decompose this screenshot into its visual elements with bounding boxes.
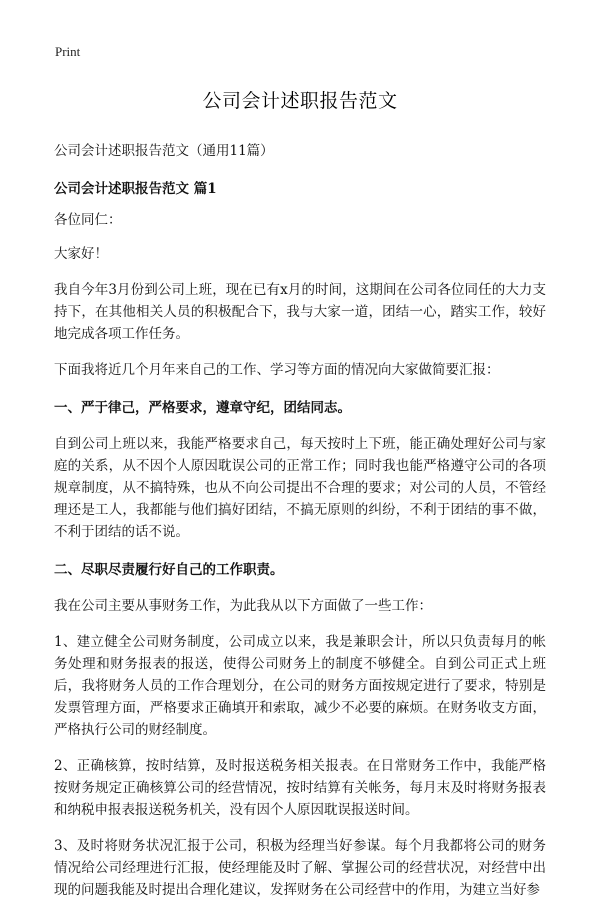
print-label: Print xyxy=(55,44,81,59)
document-subtitle: 公司会计述职报告范文（通用11篇） xyxy=(54,143,274,159)
heading-duties: 二、尽职尽责履行好自己的工作职责。 xyxy=(54,562,284,578)
discipline-paragraph: 自到公司上班以来，我能严格要求自己，每天按时上下班，能正确处理好公司与家庭的关系，从不因个人原因耽误公司的正常工作；同时我也能严格遵守公司的各项规章制度，从不搞特殊，也从不向公司提出不合理的要求；对公司的人员，不管经理还是工人，我都能与他们搞好团结，不搞无原则的纠纷，不利于团结的事不做，不利于团结的话不说。 xyxy=(54,436,546,540)
overview-paragraph: 下面我将近几个月年来自己的工作、学习等方面的情况向大家做简要汇报： xyxy=(54,362,500,378)
section-title: 公司会计述职报告范文 篇1 xyxy=(54,181,217,197)
list-item-finance-system: 1、建立健全公司财务制度，公司成立以来，我是兼职会计，所以只负责每月的帐务处理和财务报表的报送，使得公司财务上的制度不够健全。自到公司正式上班后，我将财务人员的工作合理划分，在公司的财务方面按规定进行了要求，特别是发票管理方面，严格要求正确填开和索取，减少不必要的麻烦。在财务收支方面，严格执行公司的财经制度。 xyxy=(54,634,546,738)
document-title: 公司会计述职报告范文 xyxy=(202,90,398,112)
salutation: 各位同仁： xyxy=(54,212,122,228)
heading-discipline: 一、严于律己，严格要求，遵章守纪，团结同志。 xyxy=(54,400,351,416)
intro-paragraph: 我自今年3月份到公司上班，现在已有x月的时间，这期间在公司各位同任的大力支持下，在其他相关人员的积极配合下，我与大家一道，团结一心，踏实工作，较好地完成各项工作任务。 xyxy=(54,282,546,342)
duties-intro-paragraph: 我在公司主要从事财务工作，为此我从以下方面做了一些工作： xyxy=(54,598,432,614)
greeting: 大家好！ xyxy=(54,246,108,262)
list-item-accounting: 2、正确核算，按时结算，及时报送税务相关报表。在日常财务工作中，我能严格按财务规定正确核算公司的经营情况，按时结算有关帐务，每月末及时将财务报表和纳税申报表报送税务机关，没有因个人原因耽误报送时间。 xyxy=(54,758,546,818)
list-item-reporting: 3、及时将财务状况汇报于公司，积极为经理当好参谋。每个月我都将公司的财务情况给公司经理进行汇报，使经理能及时了解、掌握公司的经营状况，对经营中出现的问题我能及时提出合理化建议，发挥财务在公司经营中的作用，为建立当好参 xyxy=(54,838,546,898)
